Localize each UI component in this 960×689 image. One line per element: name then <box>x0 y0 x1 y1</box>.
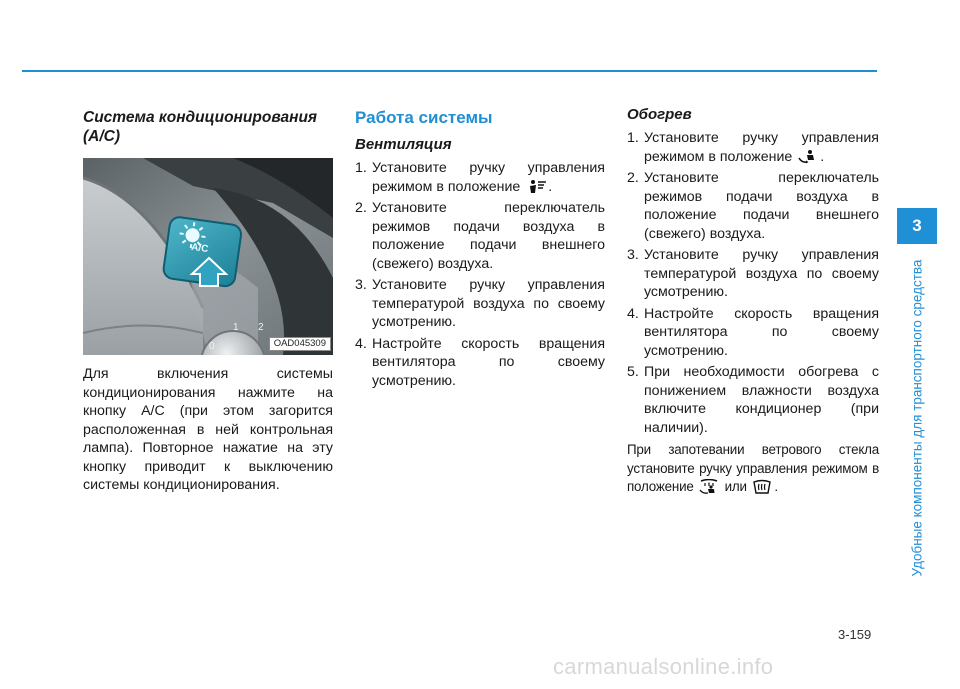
step-text: Установите переключатель режимов подачи воздуха в положение подачи внешнего (свежего) воздуха. <box>644 170 879 242</box>
ventilation-steps <box>355 159 605 390</box>
column-ac <box>83 105 333 495</box>
heating-steps <box>627 129 879 437</box>
step-text: Установите переключатель режимов подачи воздуха в положение подачи внешнего (свежего) воздуха. <box>372 200 605 272</box>
step-number: 4. <box>627 305 639 322</box>
dial-mark-1: 1 <box>233 322 239 333</box>
step-text: Установите ручку управления температурой воздуха по своему усмотрению. <box>644 247 879 300</box>
vent-mode-icon <box>526 179 546 195</box>
ac-description: Для включения системы кондиционирования нажмите на кнопку A/C (при этом загорится расположенная в ней контрольная лампа). Повторное нажатие на эту кнопку приводит к выключению системы кондиционирования. <box>83 366 333 493</box>
step-text: Настройте скорость вращения вентилятора по своему усмотрению. <box>644 305 879 359</box>
operation-title: Работа системы <box>355 108 493 127</box>
step-number: 1. <box>355 160 367 176</box>
defrost-mode-icon <box>752 479 772 495</box>
step-number: 5. <box>627 364 639 380</box>
step-text: При необходимости обогрева с понижением влажности воздуха включите кондиционер (при наличии). <box>644 364 879 436</box>
ac-button-photo <box>83 158 333 355</box>
defog-note <box>627 441 879 497</box>
watermark: carmanualsonline.info <box>553 654 774 679</box>
step-number: 3. <box>355 277 367 293</box>
step-number: 1. <box>627 130 639 146</box>
floor-mode-icon <box>798 149 818 165</box>
step-text: Настройте скорость вращения вентилятора по своему усмотрению. <box>372 335 605 389</box>
step-text: Установите ручку управления режимом в положение <box>644 130 879 165</box>
list-item <box>355 335 605 391</box>
floor-defrost-mode-icon <box>699 479 719 495</box>
ac-button-label: A/C <box>190 241 210 256</box>
column-heating <box>627 105 879 497</box>
dial-mark-2: 2 <box>258 322 264 333</box>
ventilation-subtitle: Вентиляция <box>355 136 452 153</box>
ac-panel-illustration <box>83 158 333 355</box>
step-number: 2. <box>627 170 639 186</box>
defog-note-after: . <box>774 479 778 494</box>
ac-section-title: Система кондиционирования (A/C) <box>83 109 318 145</box>
list-item <box>627 305 879 361</box>
step-text: Установите ручку управления температурой воздуха по своему усмотрению. <box>372 277 605 330</box>
list-item <box>627 363 879 437</box>
step-after: . <box>548 178 553 195</box>
defog-note-or: или <box>724 479 747 494</box>
step-number: 3. <box>627 247 639 263</box>
list-item <box>355 159 605 196</box>
photo-code: OAD045309 <box>269 337 331 351</box>
defog-note-text: При запотевании ветрового стекла установите ручку управления режимом в положение <box>627 442 879 494</box>
column-operation <box>355 105 605 393</box>
section-tab: 3 <box>897 208 937 244</box>
top-rule <box>22 70 877 72</box>
step-number: 4. <box>355 335 367 352</box>
step-number: 2. <box>355 200 367 216</box>
list-item <box>355 276 605 332</box>
list-item <box>627 129 879 166</box>
dial-mark-0: 0 <box>209 341 215 352</box>
side-title: Удобные компоненты для транспортного средства <box>909 259 925 577</box>
step-after: . <box>820 148 825 165</box>
list-item <box>627 169 879 243</box>
step-text: Установите ручку управления режимом в положение <box>372 160 605 195</box>
list-item <box>355 199 605 273</box>
list-item <box>627 246 879 302</box>
page-number: 3-159 <box>838 627 872 642</box>
heating-subtitle: Обогрев <box>627 106 692 123</box>
